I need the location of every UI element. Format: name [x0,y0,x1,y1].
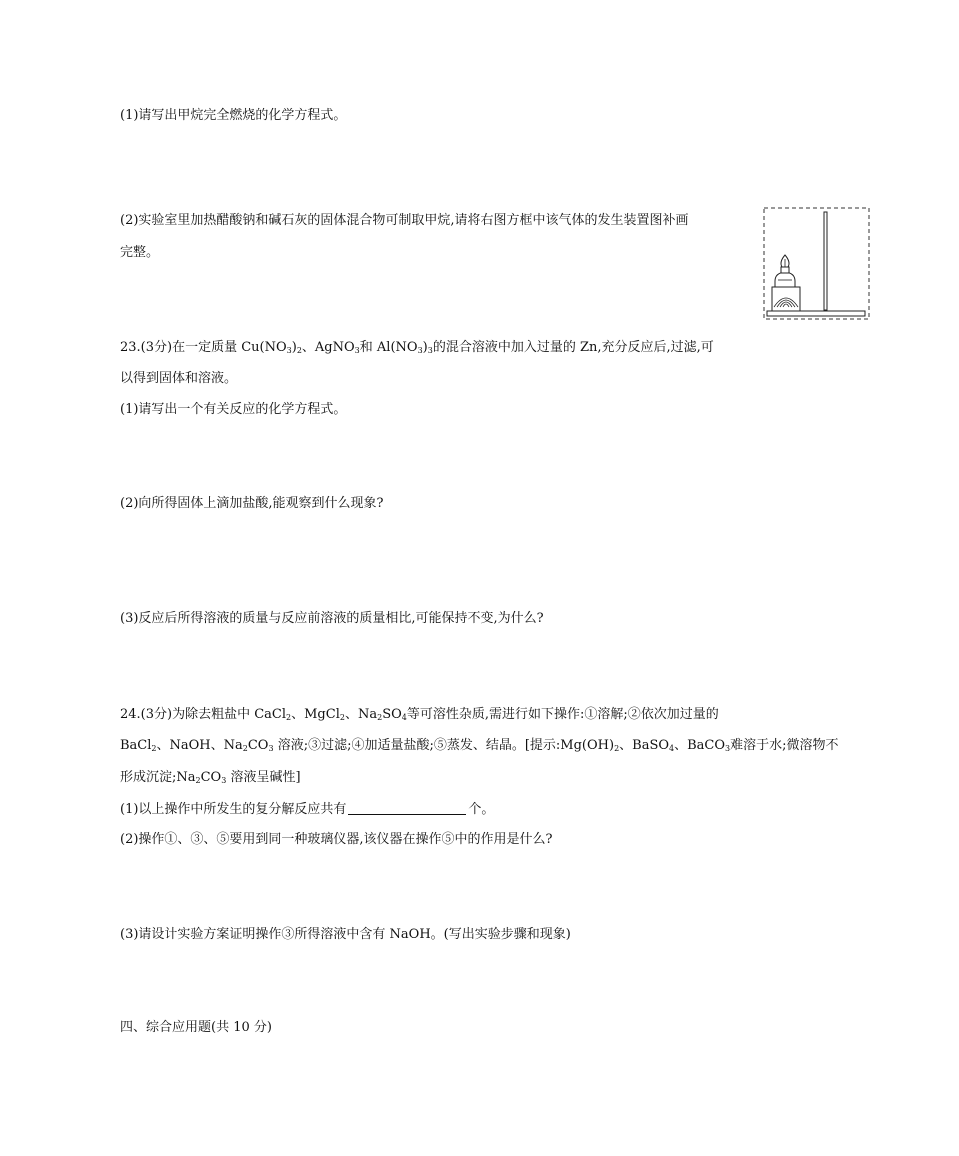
apparatus-figure [763,207,870,320]
section-four-heading: 四、综合应用题(共 10 分) [120,1020,272,1035]
q24-line2: BaCl$_2$、NaOH、$Na_2CO_3$ 溶液;③过滤;④加适量盐酸;⑤蒸发、结晶。[提示$:Mg(OH)_2$、BaSO$_4$、BaCO$_3$难溶于水;微溶物不 [120,738,839,753]
q24-line3: 形成沉淀$;Na_2CO_3$ 溶液呈碱性] [120,770,301,785]
q24-part3: (3)请设计实验方案证明操作③所得溶液中含有 NaOH。(写出实验步骤和现象) [120,927,571,942]
q23-part1: (1)请写出一个有关反应的化学方程式。 [120,402,347,417]
q22-part2-line2: 完整。 [120,245,160,260]
q23-part2: (2)向所得固体上滴加盐酸,能观察到什么现象? [120,496,384,511]
q22-part1: (1)请写出甲烷完全燃烧的化学方程式。 [120,108,347,123]
q24-line1: 24.(3分)为除去粗盐中 CaCl$_2$、MgCl$_2$、$Na_2SO_4$等可溶性杂质,需进行如下操作:①溶解;②依次加过量的 [120,707,719,722]
q23-line2: 以得到固体和溶液。 [120,371,238,386]
q22-part2-line1: (2)实验室里加热醋酸钠和碱石灰的固体混合物可制取甲烷,请将右图方框中该气体的发生装置图补画 [120,213,689,228]
q23-line1: 23.(3分)在一定质量 $Cu(NO_3)_2$、AgNO$_3$和 $Al(NO_3)_3$的混合溶液中加入过量的 Zn,充分反应后,过滤,可 [120,340,714,355]
q23-part3: (3)反应后所得溶液的质量与反应前溶液的质量相比,可能保持不变,为什么? [120,611,544,626]
q24-part1: (1)以上操作中所发生的复分解反应共有 个。 [120,802,495,817]
q24-part2: (2)操作①、③、⑤要用到同一种玻璃仪器,该仪器在操作⑤中的作用是什么? [120,832,553,847]
answer-blank[interactable] [348,802,466,815]
